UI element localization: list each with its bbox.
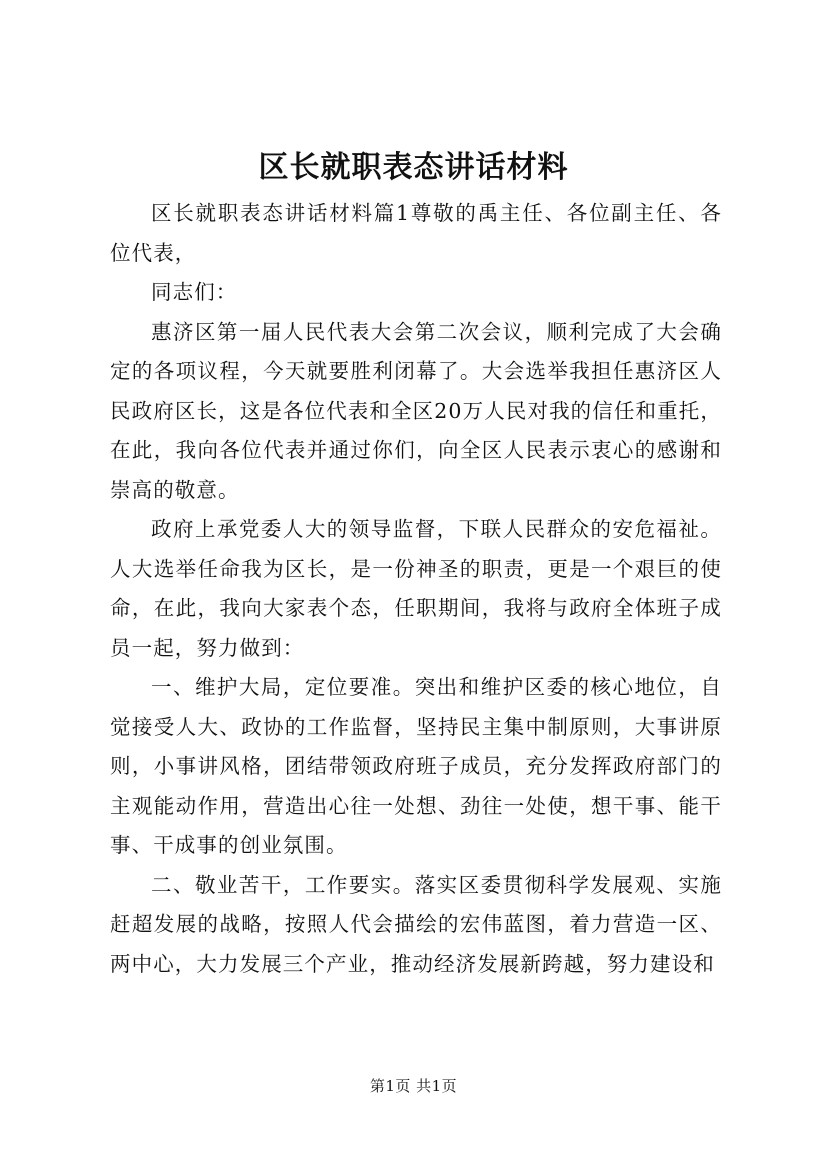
paragraph: 区长就职表态讲话材料篇1尊敬的禹主任、各位副主任、各位代表， (110, 201, 722, 265)
page-footer: 第1页 共1页 (369, 1077, 458, 1095)
paragraph: 政府上承党委人大的领导监督，下联人民群众的安危福祉。人大选举任命我为区长，是一份神圣的职责，更是一个艰巨的使命，在此，我向大家表个态，任职期间，我将与政府全体班子成员一起，努力做到： (110, 517, 722, 660)
paragraph: 同志们： (151, 280, 238, 304)
document-body (110, 194, 722, 984)
document-title: 区长就职表态讲话材料 (258, 150, 569, 185)
paragraph: 惠济区第一届人民代表大会第二次会议，顺利完成了大会确定的各项议程，今天就要胜利闭幕了。大会选举我担任惠济区人民政府区长，这是各位代表和全区20万人民对我的信任和重托，在此，我向各位代表并通过你们，向全区人民表示衷心的感谢和崇高的敬意。 (110, 319, 722, 502)
paragraph: 一、维护大局，定位要准。突出和维护区委的核心地位，自觉接受人大、政协的工作监督，坚持民主集中制原则，大事讲原则，小事讲风格，团结带领政府班子成员，充分发挥政府部门的主观能动作用，营造出心往一处想、劲往一处使，想干事、能干事、干成事的创业氛围。 (110, 675, 722, 857)
paragraph: 二、敬业苦干，工作要实。落实区委贯彻科学发展观、实施赶超发展的战略，按照人代会描绘的宏伟蓝图，着力营造一区、两中心，大力发展三个产业，推动经济发展新跨越，努力建设和 (110, 872, 722, 976)
